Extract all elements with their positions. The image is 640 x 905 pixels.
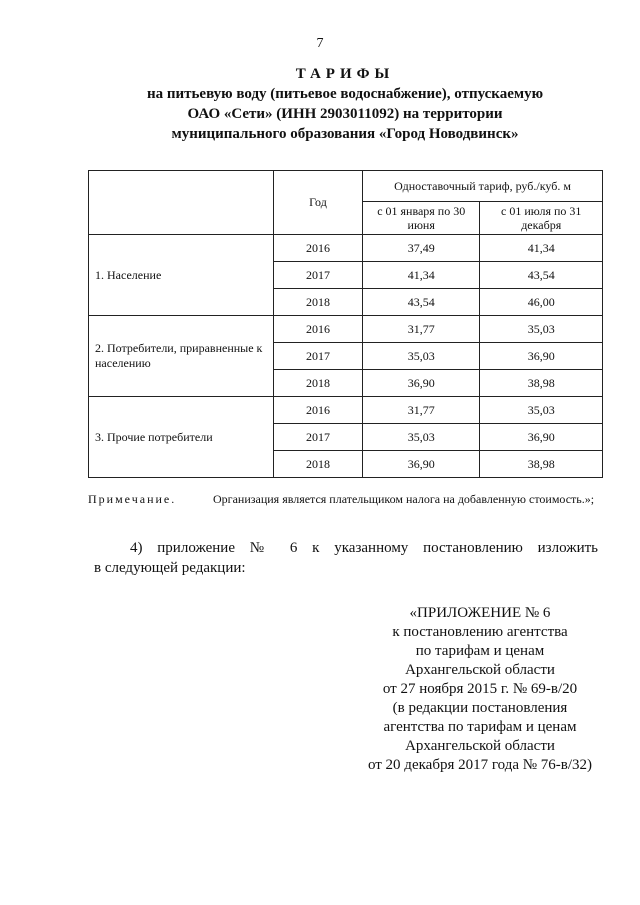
tariff-value-h1: 36,90: [363, 370, 480, 397]
appendix-line: к постановлению агентства: [392, 624, 568, 640]
tariff-value-h2: 46,00: [480, 289, 603, 316]
tariff-value-h1: 43,54: [363, 289, 480, 316]
tariff-value-h1: 41,34: [363, 262, 480, 289]
tariff-table: [88, 170, 603, 478]
category-cell: 3. Прочие потребители: [89, 397, 274, 478]
appendix-heading: [330, 604, 630, 775]
appendix-line: от 20 декабря 2017 года № 76-в/32): [367, 757, 593, 773]
title-line: муниципального образования «Город Новодвинск»: [171, 126, 519, 142]
header-year: Год: [274, 171, 363, 235]
tariff-value-h1: 36,90: [363, 451, 480, 478]
tariff-value-h1: 35,03: [363, 424, 480, 451]
category-cell: 1. Население: [89, 235, 274, 316]
amendment-paragraph: [94, 538, 598, 578]
appendix-line: от 27 ноября 2015 г. № 69-в/20: [382, 681, 578, 697]
appendix-line: агентства по тарифам и ценам: [383, 719, 577, 735]
appendix-line: (в редакции постановления: [392, 700, 568, 716]
tariff-value-h2: 35,03: [480, 316, 603, 343]
appendix-line: «ПРИЛОЖЕНИЕ № 6: [409, 605, 551, 621]
year-cell: 2017: [274, 343, 363, 370]
tariff-value-h2: 36,90: [480, 424, 603, 451]
year-cell: 2018: [274, 289, 363, 316]
tariff-value-h1: 35,03: [363, 343, 480, 370]
page-number: 7: [316, 36, 324, 51]
paragraph-line: в следующей редакции:: [94, 560, 246, 576]
appendix-line: Архангельской области: [405, 738, 555, 754]
title-line: на питьевую воду (питьевое водоснабжение), отпускаемую: [146, 86, 544, 102]
header-period-1: с 01 января по 30 июня: [363, 202, 480, 235]
year-cell: 2016: [274, 235, 363, 262]
appendix-line: Архангельской области: [405, 662, 555, 678]
year-cell: 2018: [274, 370, 363, 397]
tariff-value-h2: 43,54: [480, 262, 603, 289]
header-period-2: с 01 июля по 31 декабря: [480, 202, 603, 235]
year-cell: 2017: [274, 262, 363, 289]
year-cell: 2017: [274, 424, 363, 451]
table-row: [89, 397, 603, 424]
table-corner-cell: [89, 171, 274, 235]
year-cell: 2018: [274, 451, 363, 478]
tariff-value-h2: 38,98: [480, 370, 603, 397]
header-tariff: Одноставочный тариф, руб./куб. м: [363, 171, 603, 202]
tariff-value-h1: 37,49: [363, 235, 480, 262]
tariff-value-h1: 31,77: [363, 316, 480, 343]
year-cell: 2016: [274, 316, 363, 343]
year-cell: 2016: [274, 397, 363, 424]
tariff-value-h2: 41,34: [480, 235, 603, 262]
title-line: ОАО «Сети» (ИНН 2903011092) на территории: [187, 106, 503, 122]
appendix-line: по тарифам и ценам: [415, 643, 545, 659]
title-heading: ТАРИФЫ: [295, 66, 395, 82]
document-title: [60, 64, 630, 144]
tariff-value-h2: 35,03: [480, 397, 603, 424]
tariff-value-h1: 31,77: [363, 397, 480, 424]
table-note: [88, 492, 603, 507]
tariff-value-h2: 36,90: [480, 343, 603, 370]
note-label: Примечание.: [88, 492, 177, 506]
table-row: [89, 316, 603, 343]
table-row: [89, 235, 603, 262]
category-cell: 2. Потребители, приравненные к населению: [89, 316, 274, 397]
tariff-value-h2: 38,98: [480, 451, 603, 478]
paragraph-line: 4) приложение № 6 к указанному постановлению изложить: [130, 540, 598, 556]
note-text: Организация является плательщиком налога на добавленную стоимость.»;: [213, 492, 595, 506]
